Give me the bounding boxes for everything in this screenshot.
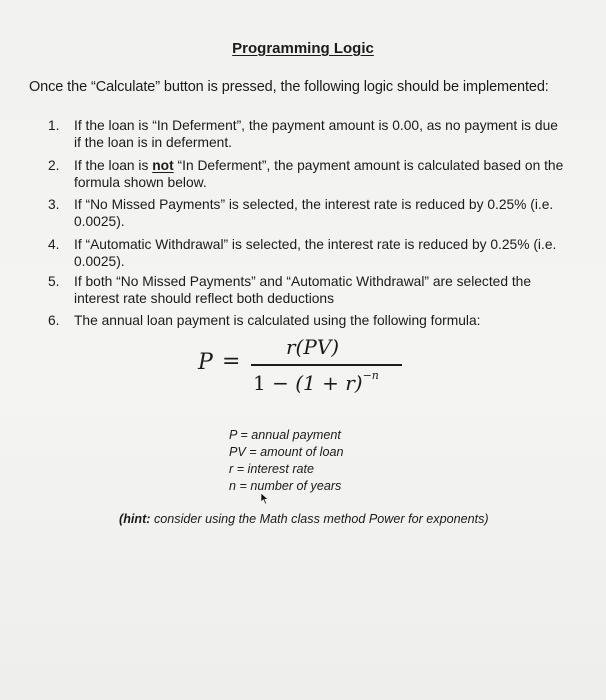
step-text: The annual loan payment is calculated using the following formula: (74, 313, 481, 328)
definition-line: PV = amount of loan (229, 445, 344, 459)
step-number: 5. (48, 273, 60, 289)
list-item (48, 157, 568, 191)
definition-line: n = number of years (229, 479, 342, 493)
definition-line: P = annual payment (229, 428, 341, 442)
step-number: 1. (48, 118, 60, 133)
step-number: 6. (48, 313, 60, 328)
payment-formula (196, 335, 416, 405)
step-number: 2. (48, 157, 60, 173)
fraction-bar (251, 364, 402, 366)
list-item (48, 312, 568, 329)
page-title: Programming Logic (232, 40, 374, 57)
list-item (48, 236, 568, 270)
hint-rest: consider using the Math class method Power for exponents) (150, 512, 489, 526)
hint-lead: (hint: (119, 512, 151, 526)
formula-equals: = (222, 349, 241, 374)
step-text-post: “In Deferment”, the payment amount is calculated based on the formula shown below. (74, 157, 564, 190)
formula-den-minus: − (272, 371, 289, 395)
formula-lhs: P (198, 350, 213, 375)
step-text: If “Automatic Withdrawal” is selected, the interest rate is reduced by 0.25% (i.e. 0.0025). (74, 236, 557, 269)
formula-den-exponent: −n (362, 369, 379, 383)
emphasis-not: not (152, 157, 174, 173)
step-text: If “No Missed Payments” is selected, the interest rate is reduced by 0.25% (i.e. 0.0025). (74, 197, 554, 229)
intro-text: Once the “Calculate” button is pressed, the following logic should be implemented: (29, 79, 549, 95)
mouse-cursor-icon (260, 492, 269, 505)
logic-steps-list (48, 117, 568, 335)
step-text: If the loan is “In Deferment”, the payment amount is 0.00, as no payment is due if the loan is in deferment. (74, 118, 558, 150)
definition-line: r = interest rate (229, 462, 315, 476)
list-item (48, 117, 568, 151)
step-number: 4. (48, 236, 60, 252)
formula-denominator (253, 371, 379, 395)
hint-text (119, 512, 489, 526)
step-number: 3. (48, 197, 60, 212)
step-text-pre: If the loan is (74, 157, 153, 173)
list-item (48, 196, 568, 230)
formula-numerator: r(PV) (286, 335, 340, 359)
formula-den-paren: (1 + r) (295, 371, 363, 395)
list-item (48, 273, 568, 307)
variable-definitions (229, 427, 343, 495)
step-text: If both “No Missed Payments” and “Automatic Withdrawal” are selected the interest rate should reflect both deductions (74, 273, 532, 306)
formula-den-one: 1 (253, 371, 266, 395)
